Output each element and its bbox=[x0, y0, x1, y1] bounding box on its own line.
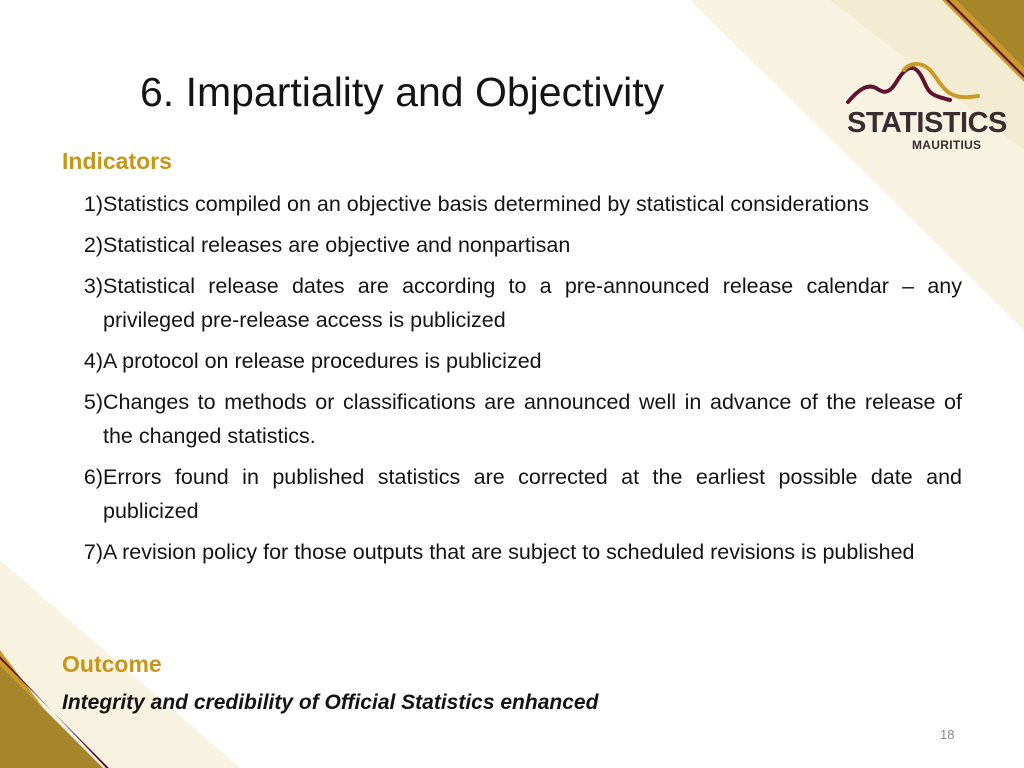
item-number: 6) bbox=[83, 465, 103, 489]
item-number: 5) bbox=[83, 390, 103, 414]
logo-subtitle: MAURITIUS bbox=[912, 138, 982, 152]
list-item bbox=[62, 269, 962, 337]
item-number: 4) bbox=[83, 349, 103, 373]
logo-mountain-icon bbox=[838, 58, 1008, 108]
logo-wordmark: STATISTICS bbox=[847, 107, 1007, 139]
outcome-heading: Outcome bbox=[62, 651, 162, 677]
list-item bbox=[62, 385, 962, 453]
list-item bbox=[62, 460, 962, 528]
item-text: Statistical release dates are according to a pre-announced release calendar – any privileged pre-release access is publicized bbox=[103, 274, 962, 332]
slide-title: 6. Impartiality and Objectivity bbox=[140, 69, 665, 115]
item-number: 2) bbox=[83, 233, 103, 257]
list-item bbox=[62, 228, 962, 262]
list-item bbox=[62, 535, 962, 569]
outcome-statement: Integrity and credibility of Official Statistics enhanced bbox=[62, 691, 599, 714]
item-text: Statistical releases are objective and nonpartisan bbox=[103, 233, 571, 257]
statistics-mauritius-logo bbox=[838, 58, 1008, 158]
list-item bbox=[62, 187, 962, 221]
item-number: 7) bbox=[83, 540, 103, 564]
item-text: A protocol on release procedures is publicized bbox=[103, 349, 542, 373]
item-text: Statistics compiled on an objective basis determined by statistical considerations bbox=[103, 192, 870, 216]
item-text: Errors found in published statistics are corrected at the earliest possible date and publicized bbox=[103, 465, 962, 523]
list-item bbox=[62, 344, 962, 378]
item-text: A revision policy for those outputs that are subject to scheduled revisions is published bbox=[103, 540, 915, 564]
indicators-heading: Indicators bbox=[62, 148, 172, 174]
indicator-list bbox=[62, 187, 962, 576]
item-number: 1) bbox=[83, 192, 103, 216]
item-number: 3) bbox=[83, 274, 103, 298]
item-text: Changes to methods or classifications are announced well in advance of the release of the changed statistics. bbox=[103, 390, 962, 448]
page-number: 18 bbox=[940, 727, 955, 742]
